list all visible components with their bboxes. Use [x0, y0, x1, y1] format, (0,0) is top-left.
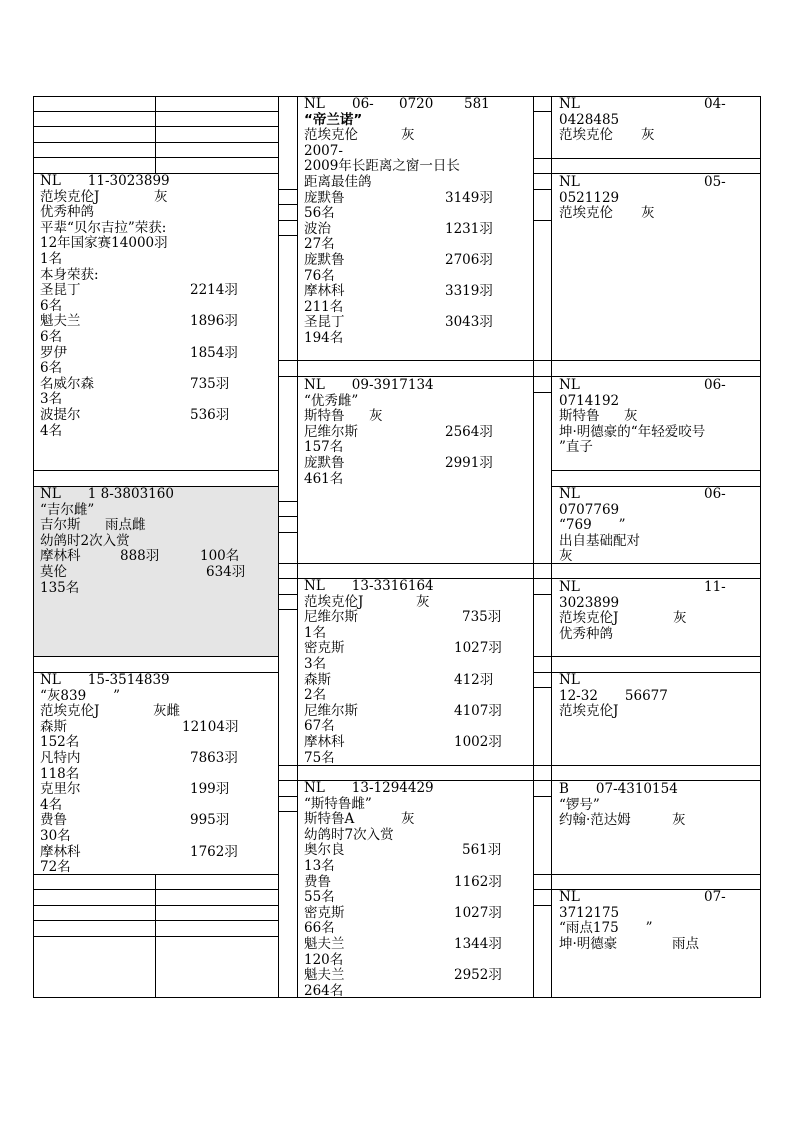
main-bird-name: “帝兰诺”	[304, 111, 363, 128]
result-birds: 2952羽	[454, 967, 502, 984]
dam-ring: NL 1 8-3803160	[40, 486, 174, 502]
result-row	[40, 751, 276, 767]
dam-race-2-place: 135名	[40, 579, 80, 596]
result-place: 264名	[304, 982, 344, 999]
result-place: 4名	[40, 796, 63, 813]
right-3-year: 06-	[704, 377, 726, 393]
gs3-strain: 斯特鲁A	[304, 811, 355, 828]
result-birds: 735羽	[462, 609, 502, 626]
right-cell-6	[559, 673, 757, 720]
right-7-name: “锣号”	[559, 796, 600, 813]
result-row	[304, 735, 530, 751]
result-birds: 1231羽	[445, 220, 493, 237]
result-place: 30名	[40, 827, 71, 844]
result-place-row	[304, 237, 530, 253]
result-row	[304, 253, 530, 269]
result-race: 密克斯	[304, 904, 345, 921]
result-birds: 3043羽	[445, 314, 493, 331]
right-3-note: 坤·明德豪的“年轻爱咬号	[559, 423, 706, 440]
right-4-year: 06-	[704, 486, 726, 502]
result-birds: 2991羽	[445, 454, 493, 471]
result-race: 圣昆丁	[304, 314, 345, 331]
result-birds: 561羽	[462, 842, 502, 859]
result-birds: 2214羽	[190, 282, 238, 299]
result-row	[40, 782, 276, 798]
gs3-block	[304, 781, 530, 999]
right-8-ring: 3712175	[559, 904, 620, 921]
result-row	[304, 284, 530, 300]
result-row	[304, 875, 530, 891]
right-cell-5	[559, 580, 757, 642]
result-row	[304, 641, 530, 657]
result-place: 3名	[40, 391, 63, 408]
result-place: 118名	[40, 765, 80, 782]
result-place-row	[40, 299, 276, 315]
main-bird-award-2: 距离最佳鸽	[304, 173, 372, 190]
dam2-ring: NL 15-3514839	[40, 672, 170, 688]
result-row	[304, 937, 530, 953]
right-7-strain: 约翰·范达姆	[559, 812, 631, 829]
result-birds: 536羽	[190, 406, 230, 423]
right-1-strain: 范埃克伦	[559, 127, 613, 144]
result-place-row	[40, 860, 276, 876]
result-place-row	[304, 300, 530, 316]
result-place: 120名	[304, 951, 344, 968]
result-birds: 1027羽	[454, 904, 502, 921]
result-place: 6名	[40, 297, 63, 314]
result-place: 66名	[304, 920, 335, 937]
right-8-color: 雨点	[672, 935, 699, 952]
result-row	[40, 346, 276, 362]
result-row	[304, 673, 530, 689]
result-row	[40, 377, 276, 393]
dam-name: “吉尔雌”	[40, 501, 95, 518]
right-5-color: 灰	[673, 610, 687, 627]
right-4-name: “769 ”	[559, 517, 626, 534]
right-cell-4	[559, 487, 757, 565]
result-race: 波提尔	[40, 406, 81, 423]
dam-color: 雨点雌	[105, 517, 146, 534]
right-4-color: 灰	[559, 548, 573, 565]
dam2-color: 灰雌	[153, 703, 180, 720]
result-place: 1名	[304, 624, 327, 641]
result-place: 461名	[304, 470, 344, 487]
result-row	[304, 906, 530, 922]
result-race: 摩林科	[304, 733, 345, 750]
result-race: 尼维尔斯	[304, 423, 358, 440]
result-birds: 7863羽	[190, 749, 238, 766]
right-4-ring: 0707769	[559, 501, 620, 518]
right-1-ring: 0428485	[559, 111, 620, 128]
result-row	[40, 408, 276, 424]
dam-strain: 吉尔斯	[40, 517, 81, 534]
result-row	[304, 843, 530, 859]
result-place-row	[40, 767, 276, 783]
result-place: 211名	[304, 298, 344, 315]
dam-block	[40, 487, 276, 596]
result-birds: 995羽	[190, 812, 230, 829]
right-3-note-2: ”直子	[559, 439, 593, 456]
sire-note: 优秀种鸽	[40, 204, 94, 221]
result-place-row	[304, 331, 530, 347]
right-1-year: 04-	[704, 96, 726, 112]
main-bird-strain: 范埃克伦	[304, 127, 358, 144]
result-race: 圣昆丁	[40, 282, 81, 299]
result-place: 157名	[304, 439, 344, 456]
result-race: 奥尔良	[304, 842, 345, 859]
right-cell-1	[559, 97, 757, 144]
right-5-strain: 范埃克伦J	[559, 610, 619, 627]
dam2-name: “灰839 ”	[40, 687, 121, 704]
sire-sibling-result: 12年国家赛14000羽	[40, 235, 168, 252]
sire-own-awards: 本身荣获:	[40, 266, 99, 283]
gs3-color: 灰	[401, 811, 415, 828]
result-race: 庞默鲁	[304, 251, 345, 268]
main-bird-ring-a: 0720	[399, 96, 434, 112]
right-5-note: 优秀种鸽	[559, 625, 613, 642]
result-race: 凡特内	[40, 749, 81, 766]
result-row	[304, 968, 530, 984]
result-race: 尼维尔斯	[304, 702, 358, 719]
result-place: 72名	[40, 859, 71, 876]
dam2-block	[40, 673, 276, 876]
right-1-country: NL	[559, 96, 580, 112]
right-1-color: 灰	[641, 127, 655, 144]
result-place-row	[304, 859, 530, 875]
result-place-row	[304, 719, 530, 735]
right-cell-2	[559, 175, 757, 222]
result-row	[40, 845, 276, 861]
result-place-row	[40, 392, 276, 408]
result-race: 费鲁	[304, 873, 331, 890]
sire-sibling-place: 1名	[40, 250, 63, 267]
result-place: 6名	[40, 328, 63, 345]
result-place-row	[40, 829, 276, 845]
right-8-name: “雨点175 ”	[559, 920, 653, 937]
result-place: 2名	[304, 687, 327, 704]
result-race: 罗伊	[40, 344, 67, 361]
result-birds: 1896羽	[190, 313, 238, 330]
right-7-color: 灰	[672, 812, 686, 829]
gs3-name: “斯特鲁雌”	[304, 795, 372, 812]
sire-strain: 范埃克伦J	[40, 188, 100, 205]
gs2-block	[304, 579, 530, 766]
result-race: 森斯	[40, 718, 67, 735]
dam-race-1-place: 100名	[200, 548, 240, 565]
result-race: 密克斯	[304, 640, 345, 657]
right-4-country: NL	[559, 486, 580, 502]
gs2-ring: NL 13-3316164	[304, 578, 434, 594]
right-8-country: NL	[559, 889, 580, 905]
result-place-row	[304, 269, 530, 285]
right-8-breeder: 坤·明德豪	[559, 935, 618, 952]
result-place-row	[304, 890, 530, 906]
result-place-row	[40, 798, 276, 814]
result-race: 魁夫兰	[40, 313, 81, 330]
sire-block	[40, 174, 276, 439]
result-place: 13名	[304, 857, 335, 874]
result-place: 4名	[40, 422, 63, 439]
right-6-strain: 范埃克伦J	[559, 703, 619, 720]
sire-color: 灰	[154, 188, 168, 205]
gs1-color: 灰	[369, 408, 383, 425]
result-row	[304, 456, 530, 472]
result-place: 152名	[40, 734, 80, 751]
result-place-row	[304, 472, 530, 488]
result-place-row	[304, 657, 530, 673]
result-row	[304, 425, 530, 441]
right-6-country: NL	[559, 672, 580, 688]
result-birds: 1762羽	[190, 843, 238, 860]
right-3-ring: 0714192	[559, 392, 620, 409]
gs3-ring: NL 13-1294429	[304, 780, 434, 796]
right-8-year: 07-	[704, 889, 726, 905]
sire-ring: NL 11-3023899	[40, 173, 170, 189]
result-race: 魁夫兰	[304, 935, 345, 952]
result-place-row	[304, 921, 530, 937]
right-2-ring: 0521129	[559, 189, 620, 206]
result-place-row	[304, 953, 530, 969]
result-place: 6名	[40, 360, 63, 377]
main-bird-year: 06-	[352, 96, 374, 112]
main-bird-country: NL	[304, 96, 325, 112]
result-row	[40, 314, 276, 330]
result-place: 75名	[304, 749, 335, 766]
result-race: 摩林科	[40, 843, 81, 860]
result-birds: 735羽	[190, 375, 230, 392]
result-row	[40, 283, 276, 299]
right-4-note: 出自基础配对	[559, 532, 640, 549]
result-race: 森斯	[304, 671, 331, 688]
right-cell-8	[559, 890, 757, 952]
main-bird-color: 灰	[401, 127, 415, 144]
result-birds: 199羽	[190, 781, 230, 798]
dam-race-2: 莫伦	[40, 563, 67, 580]
gs1-ring: NL 09-3917134	[304, 377, 434, 393]
result-birds: 1162羽	[454, 873, 502, 890]
right-2-year: 05-	[704, 174, 726, 190]
right-2-color: 灰	[641, 205, 655, 222]
gs3-note: 幼鸽时7次入赏	[304, 826, 394, 843]
result-place-row	[304, 688, 530, 704]
result-birds: 4107羽	[454, 702, 502, 719]
result-race: 庞默鲁	[304, 454, 345, 471]
right-3-country: NL	[559, 377, 580, 393]
dam-note: 幼鸽时2次入赏	[40, 532, 130, 549]
gs2-strain: 范埃克伦J	[304, 593, 364, 610]
result-row	[304, 610, 530, 626]
result-race: 克里尔	[40, 781, 81, 798]
result-race: 波治	[304, 220, 331, 237]
result-race: 摩林科	[304, 283, 345, 300]
main-bird-period: 2007-	[304, 142, 343, 159]
result-place-row	[304, 440, 530, 456]
result-row	[40, 720, 276, 736]
gs1-name: “优秀雌”	[304, 392, 359, 409]
result-race: 名威尔森	[40, 375, 94, 392]
result-place: 27名	[304, 236, 335, 253]
right-2-country: NL	[559, 174, 580, 190]
result-place: 194名	[304, 329, 344, 346]
result-birds: 3319羽	[445, 283, 493, 300]
result-place-row	[304, 206, 530, 222]
result-row	[304, 315, 530, 331]
result-birds: 1002羽	[454, 733, 502, 750]
result-birds: 1854羽	[190, 344, 238, 361]
main-bird-ring-b: 581	[464, 96, 490, 112]
result-birds: 2706羽	[445, 251, 493, 268]
result-place-row	[40, 735, 276, 751]
main-bird-block	[304, 97, 530, 347]
result-place: 3名	[304, 655, 327, 672]
right-3-strain: 斯特鲁	[559, 408, 600, 425]
result-race: 魁夫兰	[304, 967, 345, 984]
dam2-strain: 范埃克伦J	[40, 703, 100, 720]
result-birds: 12104羽	[182, 718, 239, 735]
gs2-color: 灰	[416, 593, 430, 610]
right-5-ring: 3023899	[559, 594, 620, 611]
result-birds: 2564羽	[445, 423, 493, 440]
gs1-block	[304, 378, 530, 487]
right-cell-7	[559, 782, 757, 829]
result-birds: 1344羽	[454, 935, 502, 952]
dam-race-1: 摩林科	[40, 548, 81, 565]
result-row	[304, 704, 530, 720]
result-place-row	[40, 330, 276, 346]
sire-sibling: 平辈“贝尔吉拉”荣获:	[40, 219, 167, 236]
right-5-country: NL	[559, 579, 580, 595]
main-bird-award: 2009年长距离之窗一日长	[304, 158, 460, 175]
result-place: 76名	[304, 267, 335, 284]
gs1-strain: 斯特鲁	[304, 408, 345, 425]
result-birds: 412羽	[454, 671, 494, 688]
right-6-ring: 12-32 56677	[559, 687, 668, 704]
result-row	[304, 222, 530, 238]
right-2-strain: 范埃克伦	[559, 205, 613, 222]
dam-race-2-birds: 634羽	[206, 563, 246, 580]
right-5-year: 11-	[704, 579, 726, 595]
result-place: 56名	[304, 205, 335, 222]
result-place-row	[304, 751, 530, 767]
right-cell-3	[559, 378, 757, 456]
result-birds: 1027羽	[454, 640, 502, 657]
result-birds: 3149羽	[445, 189, 493, 206]
result-place: 55名	[304, 889, 335, 906]
result-race: 庞默鲁	[304, 189, 345, 206]
result-place-row	[40, 424, 276, 440]
result-row	[304, 191, 530, 207]
result-race: 费鲁	[40, 812, 67, 829]
result-place-row	[304, 984, 530, 1000]
dam-race-1-birds: 888羽	[120, 548, 160, 565]
right-3-color: 灰	[624, 408, 638, 425]
result-race: 尼维尔斯	[304, 609, 358, 626]
result-place-row	[40, 361, 276, 377]
right-7-ring: B 07-4310154	[559, 781, 678, 797]
result-place: 67名	[304, 718, 335, 735]
result-row	[40, 813, 276, 829]
